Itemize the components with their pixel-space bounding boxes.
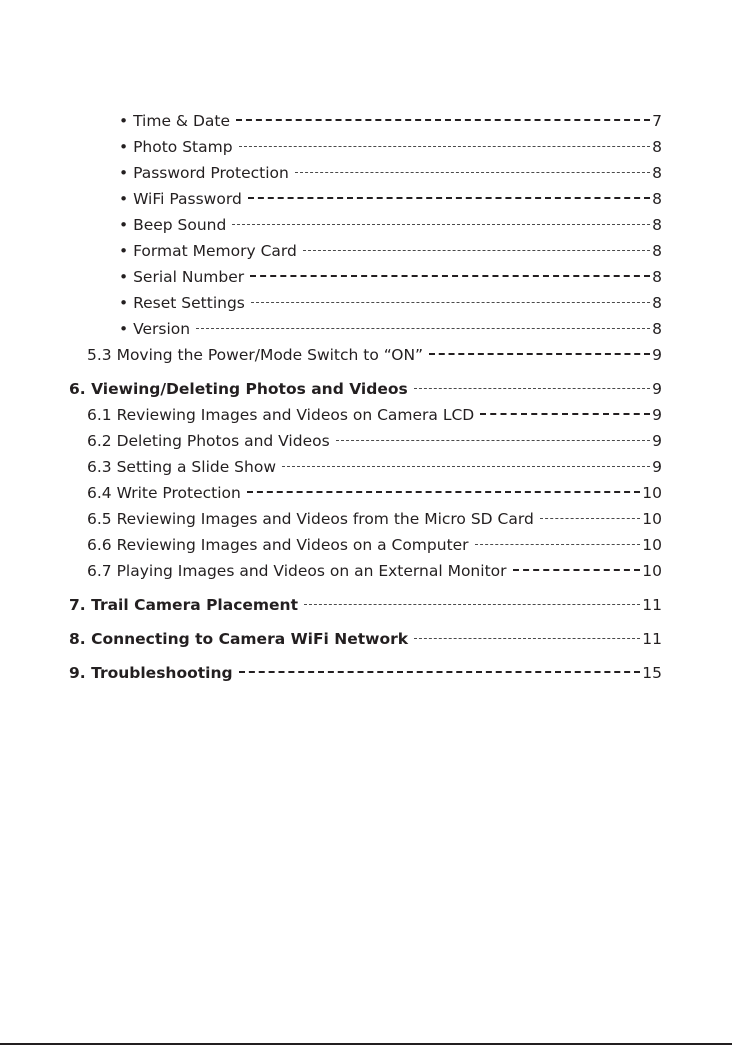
- toc-page-number: 9: [652, 406, 662, 424]
- toc-page-number: 9: [652, 432, 662, 450]
- toc-page-number: 10: [642, 484, 662, 502]
- toc-leader: [480, 413, 650, 415]
- toc-page-number: 15: [642, 664, 662, 682]
- toc-leader: [250, 275, 650, 277]
- toc-entry[interactable]: [69, 428, 662, 454]
- toc-entry[interactable]: [69, 290, 662, 316]
- toc-entry-label: 6.5 Reviewing Images and Videos from the Micro SD Card: [87, 510, 534, 528]
- toc-leader: [282, 466, 650, 467]
- toc-leader: [513, 569, 641, 571]
- toc-leader: [236, 119, 650, 121]
- toc-leader: [232, 224, 650, 225]
- toc-leader: [239, 146, 651, 147]
- toc-entry[interactable]: [69, 506, 662, 532]
- toc-entry-label: 5.3 Moving the Power/Mode Switch to “ON”: [87, 346, 424, 364]
- toc-leader: [336, 440, 650, 441]
- toc-entry[interactable]: [69, 134, 662, 160]
- toc-entry[interactable]: [69, 160, 662, 186]
- toc-page-number: 10: [642, 536, 662, 554]
- toc-entry[interactable]: [69, 316, 662, 342]
- toc-entry-label: 6.7 Playing Images and Videos on an External Monitor: [87, 562, 507, 580]
- toc-leader: [251, 302, 650, 303]
- toc-page-number: 8: [652, 216, 662, 234]
- toc-entry[interactable]: [69, 480, 662, 506]
- toc-entry[interactable]: [69, 264, 662, 290]
- toc-page-number: 10: [642, 510, 662, 528]
- toc-entry-label: 6.3 Setting a Slide Show: [87, 458, 277, 476]
- toc-entry[interactable]: [69, 212, 662, 238]
- toc-entry-label: 7. Trail Camera Placement: [69, 596, 299, 614]
- toc-page-number: 8: [652, 294, 662, 312]
- toc-page-number: 8: [652, 138, 662, 156]
- toc-entry[interactable]: [69, 454, 662, 480]
- toc-section-heading[interactable]: [69, 592, 662, 618]
- toc-entry-label: 6.6 Reviewing Images and Videos on a Computer: [87, 536, 469, 554]
- toc-leader: [248, 197, 650, 199]
- toc-entry-label: • Password Protection: [119, 164, 289, 182]
- toc-leader: [196, 328, 650, 329]
- toc-entry-label: • Time & Date: [119, 112, 230, 130]
- toc-page-number: 9: [652, 346, 662, 364]
- toc-entry-label: 9. Troubleshooting: [69, 664, 233, 682]
- toc-entry[interactable]: [69, 532, 662, 558]
- toc-entry[interactable]: [69, 342, 662, 368]
- toc-entry-label: • Serial Number: [119, 268, 245, 286]
- toc-page-number: 11: [642, 630, 662, 648]
- toc-page-number: 8: [652, 164, 662, 182]
- toc-page-number: 8: [652, 268, 662, 286]
- toc-page-number: 8: [652, 190, 662, 208]
- toc-entry-label: 6.1 Reviewing Images and Videos on Camera LCD: [87, 406, 475, 424]
- toc-entry[interactable]: [69, 238, 662, 264]
- toc-leader: [247, 491, 640, 493]
- toc-entry-label: • Photo Stamp: [119, 138, 233, 156]
- toc-entry[interactable]: [69, 558, 662, 584]
- toc-leader: [414, 638, 640, 639]
- table-of-contents: [69, 108, 662, 686]
- toc-leader: [475, 544, 641, 545]
- bottom-rule: [0, 1043, 732, 1045]
- toc-leader: [414, 388, 650, 389]
- toc-entry-label: • Reset Settings: [119, 294, 245, 312]
- toc-page-number: 9: [652, 380, 662, 398]
- toc-page-number: 9: [652, 458, 662, 476]
- toc-entry[interactable]: [69, 108, 662, 134]
- toc-entry-label: • WiFi Password: [119, 190, 242, 208]
- toc-leader: [540, 518, 640, 519]
- toc-entry-label: 6.2 Deleting Photos and Videos: [87, 432, 330, 450]
- toc-entry-label: 8. Connecting to Camera WiFi Network: [69, 630, 409, 648]
- toc-page-number: 10: [642, 562, 662, 580]
- toc-entry-label: 6. Viewing/Deleting Photos and Videos: [69, 380, 408, 398]
- toc-entry[interactable]: [69, 186, 662, 212]
- toc-leader: [429, 353, 650, 355]
- toc-section-heading[interactable]: [69, 660, 662, 686]
- toc-entry-label: 6.4 Write Protection: [87, 484, 241, 502]
- toc-entry-label: • Beep Sound: [119, 216, 227, 234]
- toc-page-number: 8: [652, 320, 662, 338]
- toc-page-number: 7: [652, 112, 662, 130]
- toc-leader: [239, 671, 641, 673]
- toc-leader: [304, 604, 640, 605]
- toc-entry[interactable]: [69, 402, 662, 428]
- toc-leader: [303, 250, 650, 251]
- toc-section-heading[interactable]: [69, 626, 662, 652]
- toc-entry-label: • Version: [119, 320, 191, 338]
- toc-section-heading[interactable]: [69, 376, 662, 402]
- toc-page-number: 11: [642, 596, 662, 614]
- toc-page-number: 8: [652, 242, 662, 260]
- toc-leader: [295, 172, 650, 173]
- toc-entry-label: • Format Memory Card: [119, 242, 297, 260]
